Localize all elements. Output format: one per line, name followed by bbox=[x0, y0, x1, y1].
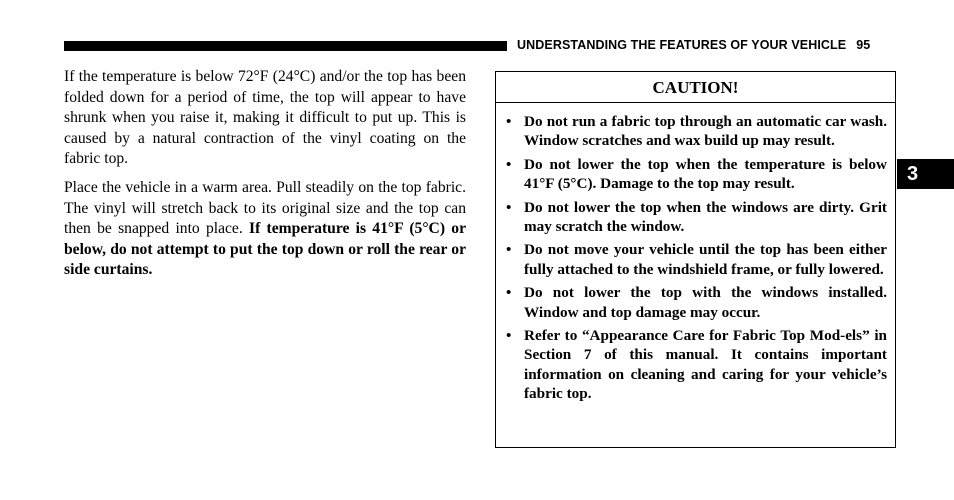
bullet: • bbox=[506, 155, 512, 173]
caution-item bbox=[506, 155, 887, 194]
page-number: 95 bbox=[856, 38, 871, 52]
caution-item-text: Do not lower the top when the temperature is below 41°F (5°C). Damage to the top may result. bbox=[524, 155, 887, 193]
section-tab: 3 bbox=[897, 159, 954, 189]
body-text bbox=[64, 67, 466, 289]
running-header bbox=[517, 38, 870, 52]
caution-item-text: Do not lower the top when the windows are dirty. Grit may scratch the window. bbox=[524, 198, 887, 236]
bullet: • bbox=[506, 327, 512, 345]
bullet: • bbox=[506, 284, 512, 302]
header-title: UNDERSTANDING THE FEATURES OF YOUR VEHICLE bbox=[517, 38, 847, 52]
caution-item bbox=[506, 283, 887, 322]
caution-list bbox=[496, 103, 895, 404]
bullet: • bbox=[506, 241, 512, 259]
paragraph-2-warning: If temperature is 41°F (5°C) or below, do not attempt to put the top down or roll the rear or side curtains. bbox=[64, 220, 466, 279]
header-rule bbox=[64, 41, 507, 51]
bullet: • bbox=[506, 113, 512, 130]
paragraph-2-text: Place the vehicle in a warm area. Pull steadily on the top fabric. The vinyl will stretch back to its original size and the top can then be snapped into place. bbox=[64, 178, 466, 238]
caution-box bbox=[495, 71, 896, 448]
caution-item bbox=[506, 326, 887, 404]
caution-item bbox=[506, 112, 887, 151]
caution-item-text: Do not run a fabric top through an automatic car wash. Window scratches and wax build up may result. bbox=[524, 113, 887, 150]
caution-item-text: Refer to “Appearance Care for Fabric Top Mod-els” in Section 7 of this manual. It contains important information on cleaning and caring for your vehicle’s fabric top. bbox=[524, 327, 887, 403]
paragraph-1: If the temperature is below 72°F (24°C) and/or the top has been folded down for a period of time, the top will appear to have shrunk when you raise it, making it difficult to put up. This is caused by a natural contraction of the vinyl coating on the fabric top. bbox=[64, 68, 466, 168]
caution-item bbox=[506, 198, 887, 237]
caution-item bbox=[506, 240, 887, 279]
caution-item-text: Do not move your vehicle until the top has been either fully attached to the windshield frame, or fully lowered. bbox=[524, 241, 887, 278]
paragraph-2 bbox=[64, 178, 466, 281]
bullet: • bbox=[506, 198, 512, 216]
caution-title: CAUTION! bbox=[496, 72, 895, 103]
caution-item-text: Do not lower the top with the windows installed. Window and top damage may occur. bbox=[524, 284, 887, 321]
